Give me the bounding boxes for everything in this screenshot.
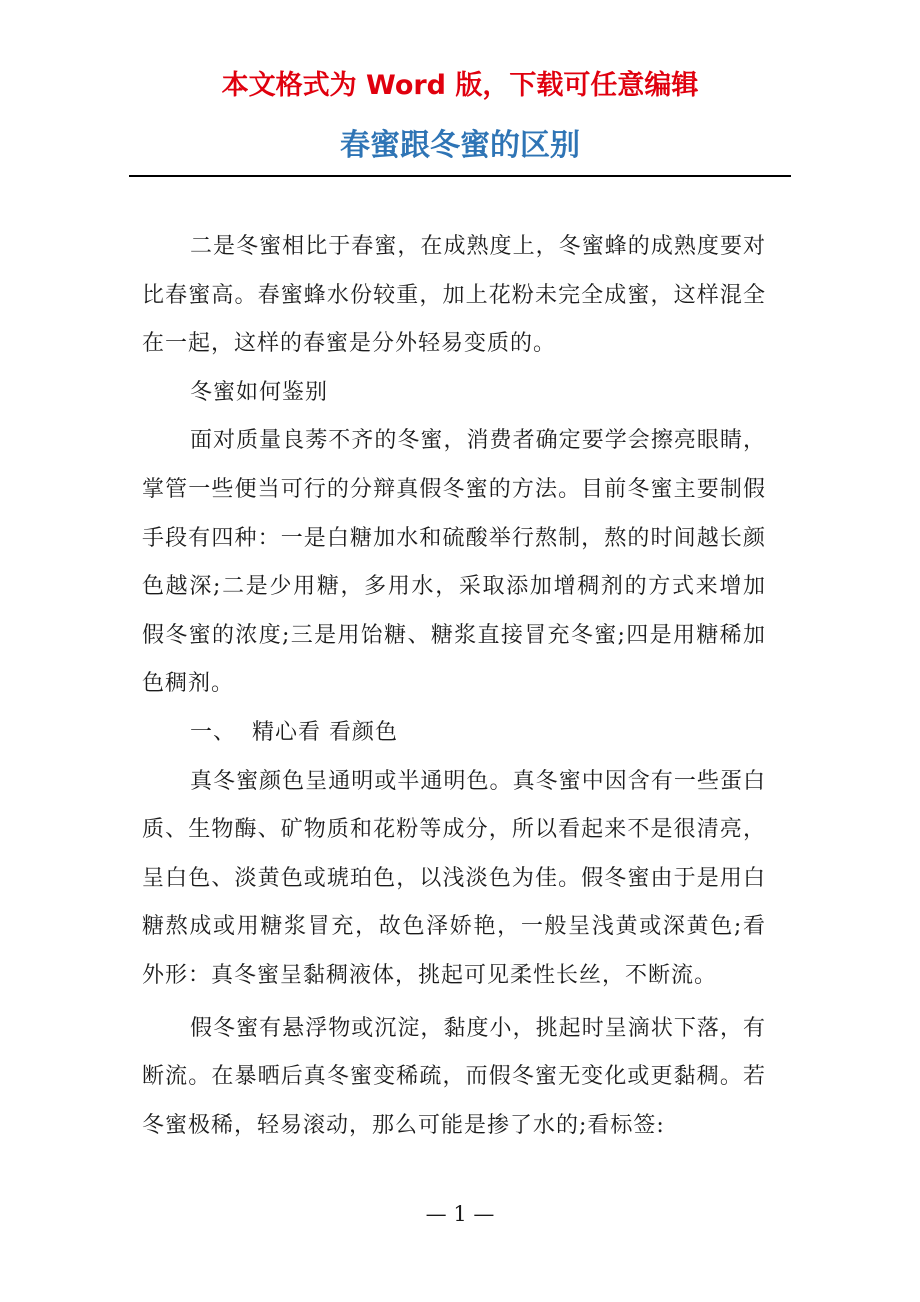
paragraph: 面对质量良莠不齐的冬蜜，消费者确定要学会擦亮眼睛，掌管一些便当可行的分辩真假冬蜜的方法。目前冬蜜主要制假手段有四种：一是白糖加水和硫酸举行熬制，熬的时间越长颜色越深;二是少用糖，多用水，采取添加增稠剂的方式来增加假冬蜜的浓度;三是用饴糖、糖浆直接冒充冬蜜;四是用糖稀加色稠剂。 xyxy=(142,428,766,697)
paragraph: 二是冬蜜相比于春蜜，在成熟度上，冬蜜蜂的成熟度要对比春蜜高。春蜜蜂水份较重，加上花粉未完全成蜜，这样混全在一起，这样的春蜜是分外轻易变质的。 xyxy=(142,234,766,357)
edit-notice: 本文格式为 Word 版，下载可任意编辑 xyxy=(221,70,699,101)
title-divider xyxy=(129,175,791,177)
document-body xyxy=(142,223,766,1150)
section-heading: 一、 精心看 看颜色 xyxy=(190,719,398,745)
section-heading: 冬蜜如何鉴别 xyxy=(190,379,329,405)
paragraph: 真冬蜜颜色呈通明或半通明色。真冬蜜中因含有一些蛋白质、生物酶、矿物质和花粉等成分，所以看起来不是很清亮，呈白色、淡黄色或琥珀色，以浅淡色为佳。假冬蜜由于是用白糖熬成或用糖浆冒充，故色泽娇艳，一般呈浅黄或深黄色;看外形：真冬蜜呈黏稠液体，挑起可见柔性长丝，不断流。 xyxy=(142,768,766,988)
page-title: 春蜜跟冬蜜的区别 xyxy=(340,128,580,163)
page-number: — 1 — xyxy=(425,1202,495,1226)
paragraph: 假冬蜜有悬浮物或沉淀，黏度小，挑起时呈滴状下落，有断流。在暴晒后真冬蜜变稀疏，而假冬蜜无变化或更黏稠。若冬蜜极稀，轻易滚动，那么可能是掺了水的;看标签: xyxy=(142,1015,766,1138)
